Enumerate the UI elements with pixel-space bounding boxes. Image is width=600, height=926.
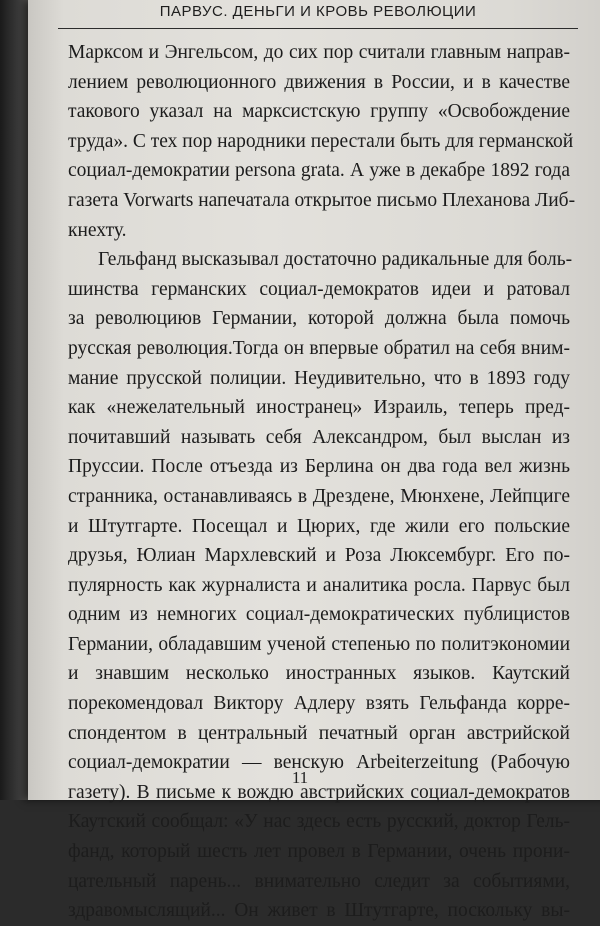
text-line: спондентом в центральный печатный орган австрийской	[68, 722, 570, 744]
text-line: газету). В письме к вождю австрийских социал-демократов	[68, 781, 570, 803]
text-line: порекомендовал Виктору Адлеру взять Гельфанда корре-	[68, 693, 570, 715]
text-line: цательный парень... внимательно следит за событиями,	[68, 870, 570, 892]
text-line: и Штутгарте. Посещал и Цюрих, где жили его польские	[68, 515, 570, 537]
body-text	[68, 38, 576, 926]
text-line: одним из немногих социал-демократических публицистов	[68, 604, 570, 626]
text-line: русская революция.Тогда он впервые обратил на себя вним-	[68, 337, 570, 359]
running-header	[58, 0, 578, 29]
page-number: 11	[291, 768, 309, 787]
text-line: за революциюв Германии, которой должна была помочь	[68, 308, 570, 330]
text-line: социал-демократии — венскую Arbeiterzeitung (Рабочую	[68, 752, 570, 774]
text-line: социал-демократии persona grata. А уже в декабре 1892 года	[68, 160, 570, 182]
text-line: и знавшим несколько иностранных языков. Каутский	[68, 663, 570, 685]
text-line: пулярность как журналиста и аналитика росла. Парвус был	[68, 574, 570, 596]
text-line: друзья, Юлиан Мархлевский и Роза Люксембург. Его по-	[68, 545, 570, 567]
text-line: лением революционного движения в России, и в качестве	[68, 71, 570, 93]
text-line: фанд, который шесть лет провел в Германии, очень прони-	[68, 841, 570, 863]
paragraph-start-line: Гельфанд высказывал достаточно радикальные для боль-	[98, 249, 573, 271]
text-line: шинства германских социал-демократов идеи и ратовал	[68, 278, 570, 300]
text-line: как «нежелательный иностранец» Израиль, теперь пред-	[68, 397, 570, 419]
text-line: Германии, обладавшим ученой степенью по политэкономии	[68, 633, 570, 655]
text-line: Пруссии. После отъезда из Берлина он два года вел жизнь	[68, 456, 570, 478]
text-line: газета Vorwarts напечатала открытое письмо Плеханова Либ-	[68, 189, 576, 211]
text-line: труда». С тех пор народники перестали быть для германской	[68, 130, 574, 152]
text-line: мание прусской полиции. Неудивительно, что в 1893 году	[68, 367, 570, 389]
text-line: такового указал на марксистскую группу «Освобождение	[68, 101, 570, 123]
text-line: Каутский сообщал: «У нас здесь есть русский, доктор Гель-	[68, 811, 570, 833]
text-line: почитавший называть себя Александром, был выслан из	[68, 426, 570, 448]
text-line: странника, останавливаясь в Дрездене, Мюнхене, Лейпциге	[68, 485, 570, 507]
text-line: кнехту.	[68, 219, 127, 241]
text-line: Марксом и Энгельсом, до сих пор считали главным направ-	[68, 42, 570, 63]
text-line: здравомыслящий... Он живет в Штутгарте, поскольку вы-	[68, 900, 570, 922]
header-title: ПАРВУС. ДЕНЬГИ И КРОВЬ РЕВОЛЮЦИИ	[159, 3, 477, 20]
book-spine	[0, 0, 30, 800]
